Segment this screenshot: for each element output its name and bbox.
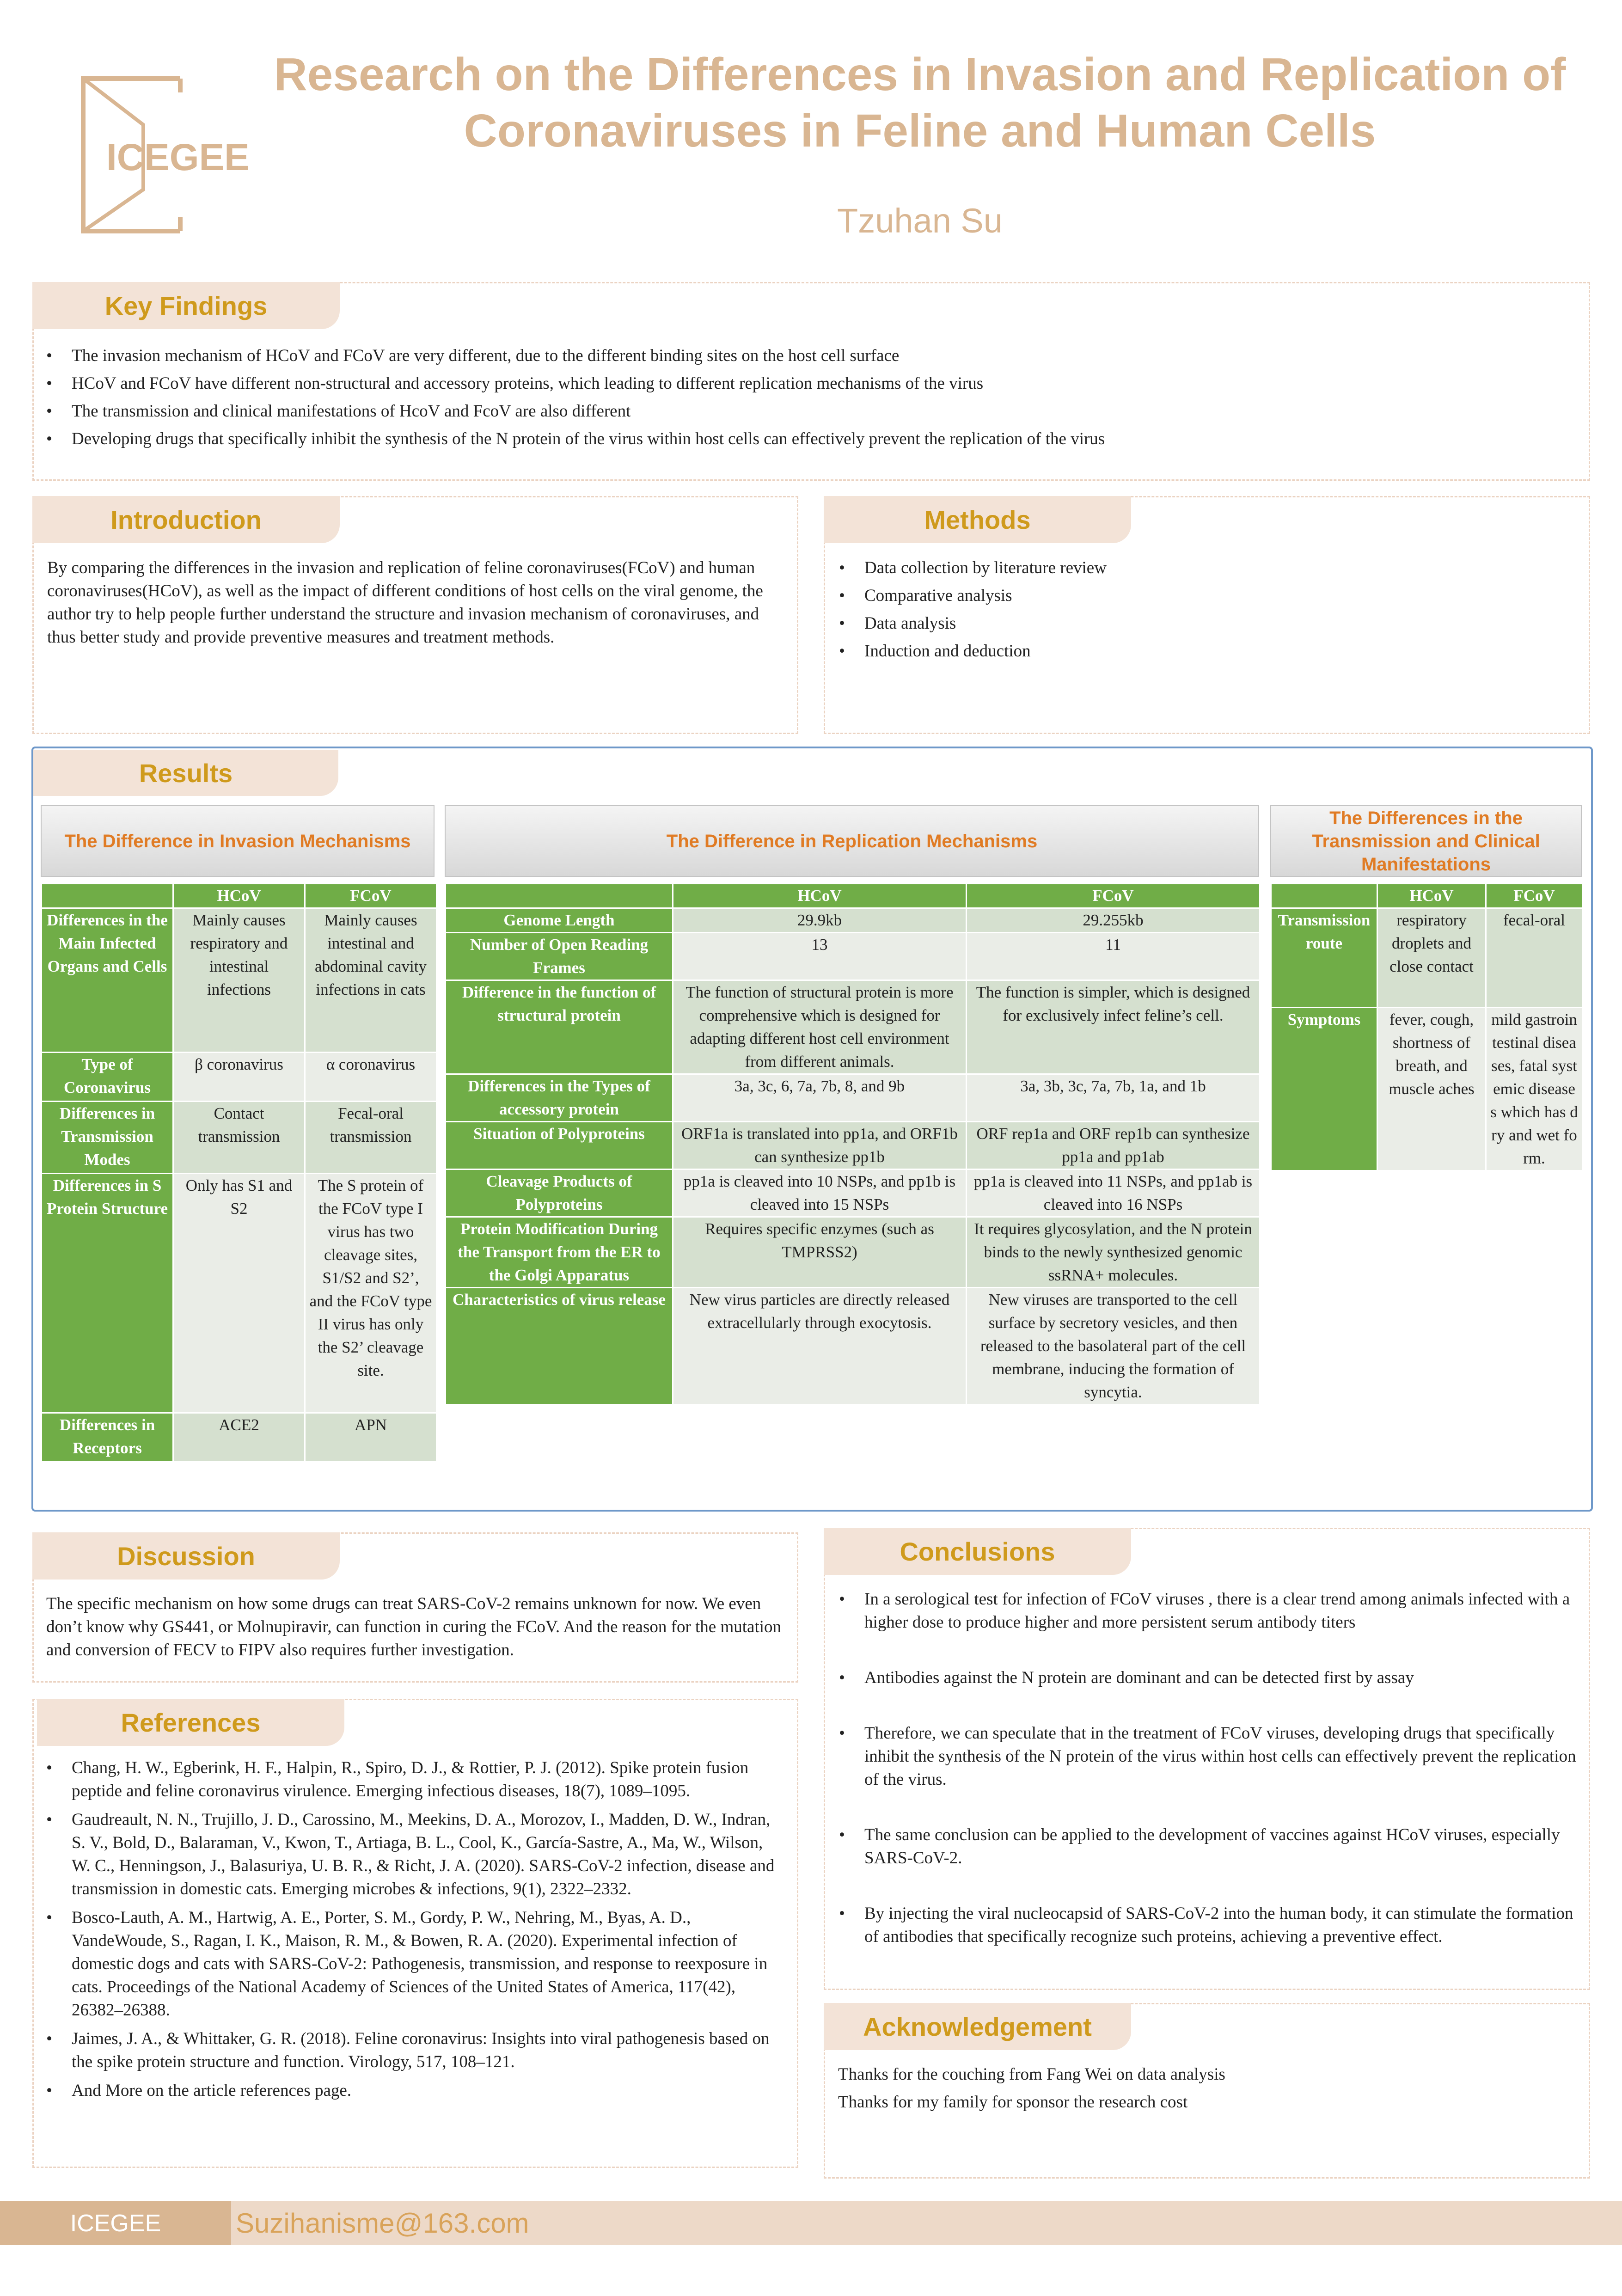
table-cell: 29.9kb: [673, 908, 967, 933]
replication-subheading: The Difference in Replication Mechanisms: [445, 805, 1259, 877]
row-header: Situation of Polyproteins: [446, 1122, 673, 1169]
table-row: [42, 1053, 437, 1102]
list-item: • Gaudreault, N. N., Trujillo, J. D., Carossino, M., Meekins, D. A., Morozov, I., Madden, D. W., Indran, S. V., Bold, D., Balaraman, V., Kwon, T., Artiaga, B. L., Cool, K., García-Sastre, A., Ma, W., Wilson, W. C., Henningson, J., Balasuriya, U. B. R., & Richt, J. A. (2020). SARS-CoV-2 infection, disease and transmission in domestic cats. Emerging microbes & infections, 9(1), 2322–2332.: [46, 1808, 781, 1901]
table-cell: fever, cough, shortness of breath, and muscle aches: [1377, 1008, 1486, 1171]
list-item: • Bosco-Lauth, A. M., Hartwig, A. E., Porter, S. M., Gordy, P. W., Nehring, M., Byas, A. D., VandeWoude, S., Ragan, I. K., Maison, R. M., & Bowen, R. A. (2020). Experimental infection of domestic dogs and cats with SARS-CoV-2: Pathogenesis, transmission, and response to reexposure in cats. Proceedings of the National Academy of Sciences of the United States of America, 117(42), 26382–26388.: [46, 1906, 781, 2022]
column-header: HCoV: [1377, 884, 1486, 908]
column-header: FCoV: [967, 884, 1260, 908]
acknowledgement-line: Thanks for the couching from Fang Wei on data analysis: [838, 2065, 1225, 2084]
replication-table: [445, 883, 1261, 1405]
table-cell: Fecal-oral transmission: [305, 1102, 437, 1174]
logo-text: ICEGEE: [106, 136, 250, 178]
footer-brand: ICEGEE: [0, 2201, 231, 2245]
table-row: [446, 1217, 1260, 1288]
poster-title: Research on the Differences in Invasion and Replication of Coronaviruses in Feline and Human Cells: [274, 49, 1566, 157]
table-cell: pp1a is cleaved into 11 NSPs, and pp1ab is cleaved into 16 NSPs: [967, 1169, 1260, 1217]
row-header: Symptoms: [1271, 1008, 1377, 1171]
references-heading: References: [37, 1699, 344, 1746]
list-item: • The transmission and clinical manifestations of HcoV and FcoV are also different: [46, 400, 1572, 423]
footer-email[interactable]: Suzihanisme@163.com: [236, 2208, 529, 2239]
list-item: • Comparative analysis: [839, 584, 1574, 607]
table-cell: respiratory droplets and close contact: [1377, 908, 1486, 1008]
table-row: [1271, 908, 1583, 1008]
table-cell: pp1a is cleaved into 10 NSPs, and pp1b is cleaved into 15 NSPs: [673, 1169, 967, 1217]
table-cell: fecal-oral: [1486, 908, 1583, 1008]
methods-list: [839, 557, 1574, 663]
table-row: [446, 884, 1260, 908]
table-row: [1271, 1008, 1583, 1171]
row-header: Type of Coronavirus: [42, 1053, 173, 1102]
table-cell: Contact transmission: [173, 1102, 305, 1174]
list-item: • Antibodies against the N protein are dominant and can be detected first by assay: [839, 1666, 1579, 1690]
table-row: [42, 1102, 437, 1174]
table-cell: The S protein of the FCoV type I virus has two cleavage sites, S1/S2 and S2’, and the FCoV type II virus has only the S2’ cleavage site.: [305, 1174, 437, 1413]
table-row: [42, 1413, 437, 1462]
table-cell: It requires glycosylation, and the N protein binds to the newly synthesized genomic ssRNA+ molecules.: [967, 1217, 1260, 1288]
column-header: HCoV: [673, 884, 967, 908]
list-item: • Jaimes, J. A., & Whittaker, G. R. (2018). Feline coronavirus: Insights into viral pathogenesis based on the spike protein structure and function. Virology, 517, 108–121.: [46, 2027, 781, 2074]
list-item: • HCoV and FCoV have different non-structural and accessory proteins, which leading to different replication mechanisms of the virus: [46, 372, 1572, 395]
row-header: Genome Length: [446, 908, 673, 933]
table-cell: New virus particles are directly released extracellularly through exocytosis.: [673, 1288, 967, 1405]
row-header: Characteristics of virus release: [446, 1288, 673, 1405]
results-heading: Results: [33, 750, 338, 796]
row-header: Cleavage Products of Polyproteins: [446, 1169, 673, 1217]
column-header: HCoV: [173, 884, 305, 908]
list-item: • Data collection by literature review: [839, 557, 1574, 580]
row-header: Difference in the function of structural protein: [446, 980, 673, 1074]
row-header: Transmission route: [1271, 908, 1377, 1008]
table-cell: mild gastrointestinal diseases, fatal systemic diseases which has dry and wet form.: [1486, 1008, 1583, 1171]
column-header: [42, 884, 173, 908]
row-header: Differences in the Main Infected Organs and Cells: [42, 908, 173, 1053]
transmission-table: [1270, 883, 1583, 1171]
row-header: Differences in Transmission Modes: [42, 1102, 173, 1174]
row-header: Protein Modification During the Transport from the ER to the Golgi Apparatus: [446, 1217, 673, 1288]
list-item: • By injecting the viral nucleocapsid of SARS-CoV-2 into the human body, it can stimulate the formation of antibodies that specifically recognize such proteins, achieving a preventive effect.: [839, 1902, 1579, 1948]
column-header: FCoV: [305, 884, 437, 908]
table-cell: ACE2: [173, 1413, 305, 1462]
table-row: [446, 933, 1260, 980]
author-name: Tzuhan Su: [837, 202, 1003, 240]
table-cell: APN: [305, 1413, 437, 1462]
introduction-text: By comparing the differences in the invasion and replication of feline coronaviruses(FCoV) and human coronaviruses(HCoV), as well as the impact of different conditions of host cells on the viral genome, the author try to help people further understand the structure and invasion mechanism of coronaviruses, and thus better study and provide preventive measures and treatment methods.: [47, 558, 763, 647]
table-row: [446, 1074, 1260, 1122]
list-item: • And More on the article references page.: [46, 2079, 781, 2102]
table-cell: α coronavirus: [305, 1053, 437, 1102]
acknowledgement-line: Thanks for my family for sponsor the research cost: [838, 2093, 1188, 2112]
table-row: [446, 1169, 1260, 1217]
key-findings-heading: Key Findings: [32, 282, 340, 329]
table-cell: 29.255kb: [967, 908, 1260, 933]
table-cell: 3a, 3b, 3c, 7a, 7b, 1a, and 1b: [967, 1074, 1260, 1122]
table-row: [446, 980, 1260, 1074]
methods-heading: Methods: [824, 496, 1131, 543]
list-item: • Therefore, we can speculate that in the treatment of FCoV viruses, developing drugs that specifically inhibit the synthesis of the N protein of the virus within host cells can effectively prevent the replication of the virus.: [839, 1722, 1579, 1791]
row-header: Differences in the Types of accessory protein: [446, 1074, 673, 1122]
table-row: [1271, 884, 1583, 908]
introduction-heading: Introduction: [32, 496, 340, 543]
key-findings-list: [46, 344, 1572, 451]
row-header: Number of Open Reading Frames: [446, 933, 673, 980]
invasion-subheading: The Difference in Invasion Mechanisms: [41, 805, 435, 877]
acknowledgement-heading: Acknowledgement: [824, 2003, 1131, 2050]
table-cell: ORF1a is translated into pp1a, and ORF1b can synthesize pp1b: [673, 1122, 967, 1169]
conclusions-list: [839, 1588, 1579, 1948]
discussion-heading: Discussion: [32, 1532, 340, 1580]
table-cell: Mainly causes respiratory and intestinal infections: [173, 908, 305, 1053]
table-row: [42, 884, 437, 908]
table-cell: Requires specific enzymes (such as TMPRSS2): [673, 1217, 967, 1288]
table-row: [446, 1288, 1260, 1405]
table-cell: The function of structural protein is more comprehensive which is designed for adapting different host cell environment from different animals.: [673, 980, 967, 1074]
column-header: FCoV: [1486, 884, 1583, 908]
list-item: • Data analysis: [839, 612, 1574, 635]
icegee-logo: [74, 74, 250, 236]
row-header: Differences in Receptors: [42, 1413, 173, 1462]
table-cell: Mainly causes intestinal and abdominal cavity infections in cats: [305, 908, 437, 1053]
transmission-subheading: The Differences in the Transmission and Clinical Manifestations: [1270, 805, 1582, 877]
table-cell: New viruses are transported to the cell surface by secretory vesicles, and then released to the basolateral part of the cell membrane, inducing the formation of syncytia.: [967, 1288, 1260, 1405]
table-row: [42, 1174, 437, 1413]
table-cell: The function is simpler, which is designed for exclusively infect feline’s cell.: [967, 980, 1260, 1074]
table-cell: Only has S1 and S2: [173, 1174, 305, 1413]
table-cell: β coronavirus: [173, 1053, 305, 1102]
table-cell: 13: [673, 933, 967, 980]
references-list: [46, 1757, 781, 2102]
column-header: [446, 884, 673, 908]
discussion-text: The specific mechanism on how some drugs can treat SARS-CoV-2 remains unknown for now. We even don’t know why GS441, or Molnupiravir, can function in curing the FCoV. And the reason for the mutation and conversion of FECV to FIPV also requires further investigation.: [46, 1594, 782, 1659]
list-item: • The invasion mechanism of HCoV and FCoV are very different, due to the different binding sites on the host cell surface: [46, 344, 1572, 367]
table-cell: 11: [967, 933, 1260, 980]
list-item: • Developing drugs that specifically inhibit the synthesis of the N protein of the virus within host cells can effectively prevent the replication of the virus: [46, 428, 1572, 451]
table-row: [42, 908, 437, 1053]
conclusions-heading: Conclusions: [824, 1528, 1131, 1575]
list-item: • Chang, H. W., Egberink, H. F., Halpin, R., Spiro, D. J., & Rottier, P. J. (2012). Spike protein fusion peptide and feline coronavirus virulence. Emerging infectious diseases, 18(7), 1089–1095.: [46, 1757, 781, 1803]
table-row: [446, 908, 1260, 933]
table-cell: ORF rep1a and ORF rep1b can synthesize pp1a and pp1ab: [967, 1122, 1260, 1169]
list-item: • The same conclusion can be applied to the development of vaccines against HCoV viruses, especially SARS-CoV-2.: [839, 1824, 1579, 1870]
column-header: [1271, 884, 1377, 908]
invasion-table: [41, 883, 437, 1463]
list-item: • Induction and deduction: [839, 640, 1574, 663]
list-item: • In a serological test for infection of FCoV viruses , there is a clear trend among animals infected with a higher dose to produce higher and more persistent serum antibody titers: [839, 1588, 1579, 1634]
row-header: Differences in S Protein Structure: [42, 1174, 173, 1413]
table-cell: 3a, 3c, 6, 7a, 7b, 8, and 9b: [673, 1074, 967, 1122]
table-row: [446, 1122, 1260, 1169]
